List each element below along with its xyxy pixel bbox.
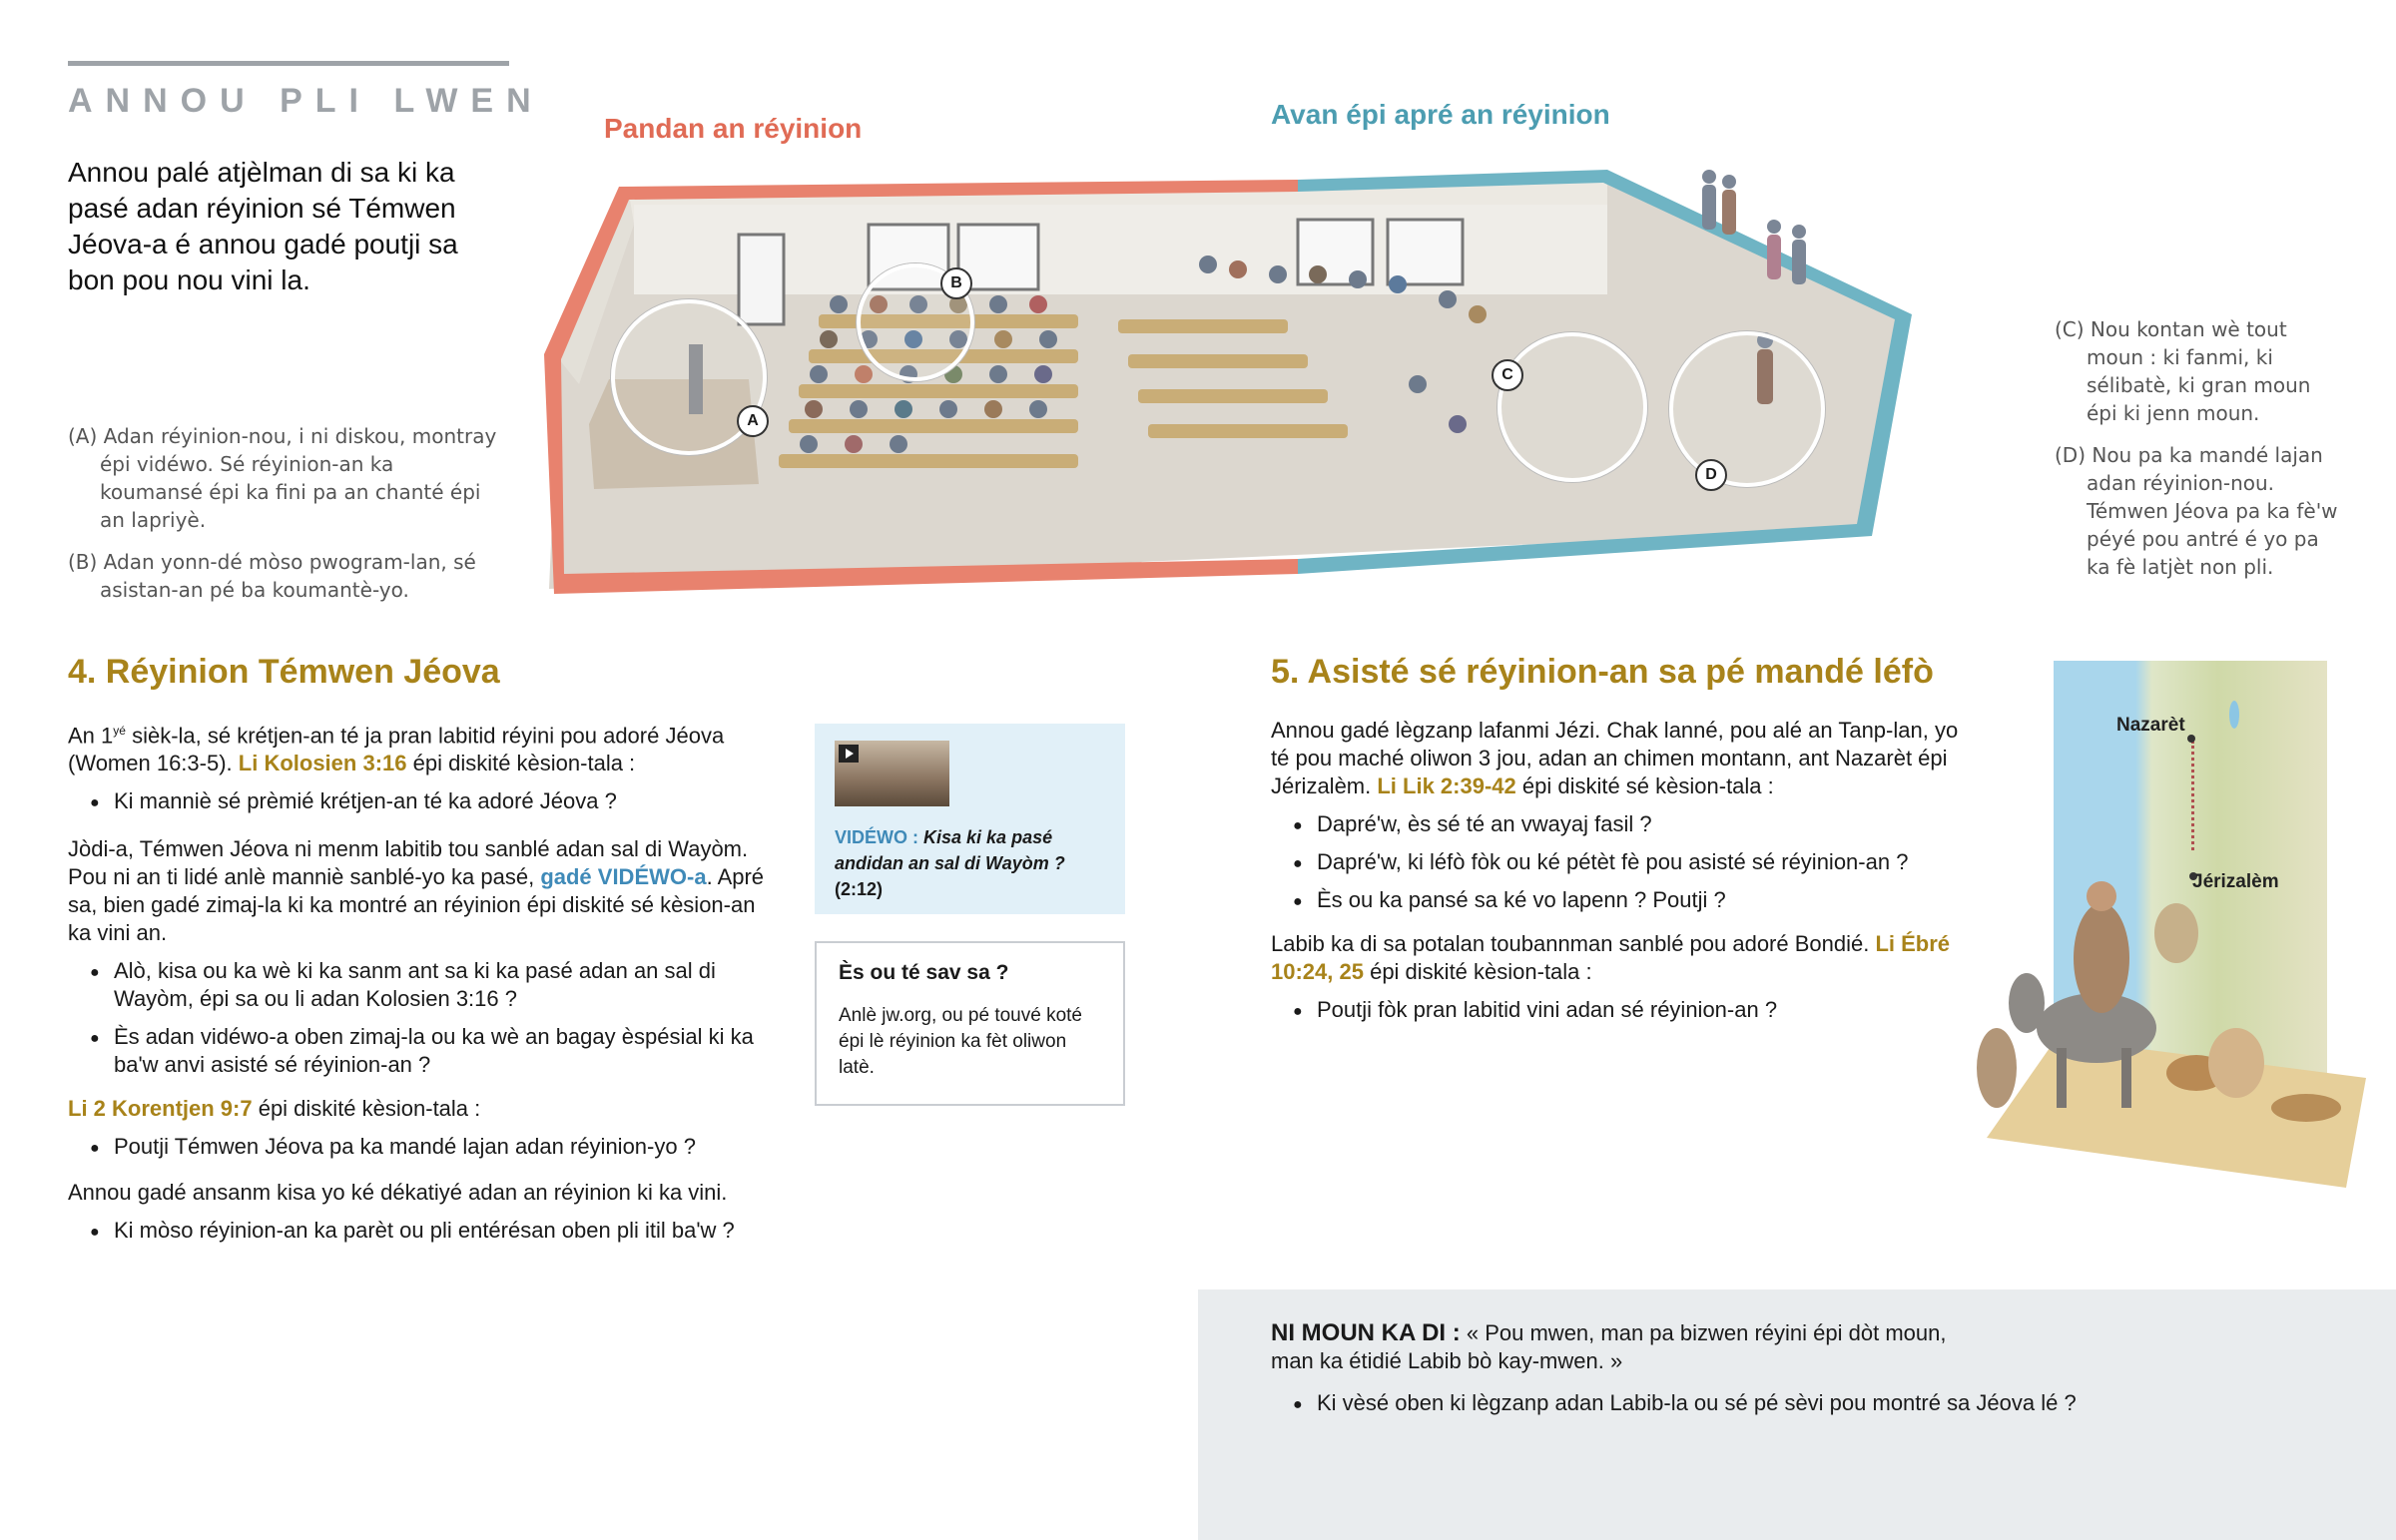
caption-b: (B) Adan yonn-dé mòso pwogram-lan, sé asistan-an pé ba koumantè-yo. (68, 550, 476, 602)
play-icon[interactable] (839, 745, 859, 763)
question-item: ● Ki manniè sé prèmié krétjen-an té ka adoré Jéova ? (68, 787, 779, 815)
section-4-paragraph-3: Li 2 Korentjen 9:7 épi diskité kèsion-tala : (68, 1096, 481, 1122)
question-item: ● Dapré'w, ès sé té an vwayaj fasil ? (1271, 810, 1980, 838)
question-list (68, 1217, 779, 1245)
sitting-person (2208, 1028, 2264, 1098)
question-item: ● Ki vèsé oben ki lègzanp adan Labib-la ou sé pé sèvi pou montré sa Jéova lé ? (1271, 1389, 2269, 1417)
sea-of-galilee (2229, 701, 2239, 729)
header-rule (68, 61, 509, 66)
captions-right (2055, 315, 2344, 581)
question-list (68, 787, 779, 815)
marker-a: A (737, 405, 769, 437)
section-4-body (68, 717, 779, 1255)
marker-c: C (1492, 359, 1523, 391)
marker-d: D (1695, 459, 1727, 491)
question-item: ● Poutji fòk pran labitid vini adan sé réyinion-an ? (1271, 996, 1980, 1024)
donkey-leg (2057, 1048, 2067, 1108)
scripture-ref-hebrews[interactable]: Li Ébré 10:24, 25 (1271, 931, 1951, 984)
section-4-paragraph-1: An $1^{yé}$ sièk-la, sé krétjen-an té ja pran labitid réyini pou adoré Jéova (Women 16:3-5). Li Kolosien 3:16 épi diskité kèsion-tala : (68, 723, 725, 776)
door (739, 235, 784, 324)
question-list (1271, 1389, 2269, 1427)
section-5-body (1271, 717, 1980, 1034)
video-link[interactable]: gadé VIDÉWO-a (540, 864, 707, 890)
caption-a: (A) Adan réyinion-nou, i ni diskou, montray épi vidéwo. Sé réyinion-an ka koumansé épi ka fini pa an chanté épi an lapriyè. (68, 424, 497, 532)
question-list (1271, 996, 1980, 1024)
question-list (68, 1133, 779, 1161)
label-before-after-meeting: Avan épi apré an réyinion (1271, 99, 1610, 130)
child (1977, 1028, 2017, 1108)
question-item: ● Ki mòso réyinion-an ka parèt ou pli entérésan oben pli itil ba'w ? (68, 1217, 779, 1245)
question-list (68, 957, 779, 1079)
city-dot-nazareth (2187, 735, 2195, 743)
section-5-paragraph-2: Labib ka di sa potalan toubannman sanblé pou adoré Bondié. Li Ébré 10:24, 25 épi diskité kèsion-tala : (1271, 931, 1951, 984)
rider-head (2087, 881, 2116, 911)
window (1388, 220, 1463, 284)
captions-left (68, 422, 497, 604)
question-item: ● Ès adan vidéwo-a oben zimaj-la ou ka wè an bagay èspésial ki ka ba'w anvi asisté sé réyinion-an ? (68, 1023, 779, 1079)
video-caption: VIDÉWO : Kisa ki ka pasé andidan an sal di Wayòm ? (2:12) (835, 827, 1065, 899)
bedroll (2271, 1094, 2341, 1122)
zoom-circle-entrance (1669, 331, 1825, 487)
donkey-head (2009, 973, 2045, 1033)
caption-c: (C) Nou kontan wè tout moun : ki fanmi, ki sélibatè, ki gran moun épi ki jenn moun. (2055, 317, 2311, 425)
route-line (2191, 741, 2197, 850)
map-label-nazareth: Nazarèt (2116, 715, 2185, 736)
map-label-jerusalem: Jérizalèm (2192, 871, 2279, 892)
section-5-title: 5. Asisté sé réyinion-an sa pé mandé léfò (1271, 653, 1934, 691)
section-kicker: ANNOU PLI LWEN (68, 82, 544, 120)
section-4-paragraph-2: Jòdi-a, Témwen Jéova ni menm labitib tou sanblé adan sal di Wayòm. Pou ni an ti lidé anlè manniè sanblé-yo ka pasé, gadé VIDÉWO-a. Apré sa, bien gadé zimaj-la ki ka montré an réyinion épi diskité sé kèsion-an ka vini an. (68, 836, 765, 946)
scripture-ref-luke[interactable]: Li Lik 2:39-42 (1377, 773, 1516, 798)
intro-text: Annou palé atjèlman di sa ki ka pasé adan réyinion sé Témwen Jéova-a é annou gadé poutji sa bon pou nou vini la. (68, 157, 458, 295)
quote-text: NI MOUN KA DI : « Pou mwen, man pa bizwen réyini épi dòt moun, man ka étidié Labib bò kay-mwen. » (1271, 1319, 1947, 1373)
travellers-illustration (1917, 838, 2376, 1238)
bag (2154, 903, 2198, 963)
question-list (1271, 810, 1980, 914)
video-thumbnail[interactable] (835, 741, 949, 806)
zoom-circle-greeting (1498, 332, 1647, 482)
question-item: ● Alò, kisa ou ka wè ki ka sanm ant sa ki ka pasé adan an sal di Wayòm, épi sa ou li adan Kolosien 3:16 ? (68, 957, 779, 1013)
section-5-paragraph-1: Annou gadé lègzanp lafanmi Jézi. Chak lanné, pou alé an Tanp-lan, yo té pou maché oliwon 3 jou, adan an chimen montann, ant Nazarèt épi Jérizalèm. Li Lik 2:39-42 épi diskité sé kèsion-tala : (1271, 718, 1959, 798)
video-box[interactable] (815, 724, 1125, 914)
section-4-title: 4. Réyinion Témwen Jéova (68, 653, 500, 691)
quote-box (1198, 1289, 2396, 1540)
scripture-ref-colossians[interactable]: Li Kolosien 3:16 (238, 751, 407, 776)
question-item: ● Dapré'w, ki léfò fòk ou ké pétèt fè pou asisté sé réyinion-an ? (1271, 848, 1980, 876)
section-4-paragraph-4: Annou gadé ansanm kisa yo ké dékatiyé adan an réyinion ki ka vini. (68, 1180, 728, 1206)
rider (2074, 903, 2129, 1013)
info-box (815, 941, 1125, 1106)
scripture-ref-corinthians[interactable]: Li 2 Korentjen 9:7 (68, 1096, 253, 1122)
question-item: ● Poutji Témwen Jéova pa ka mandé lajan adan réyinion-yo ? (68, 1133, 779, 1161)
label-during-meeting: Pandan an réyinion (604, 113, 863, 144)
question-item: ● Ès ou ka pansé sa ké vo lapenn ? Poutji ? (1271, 886, 1980, 914)
info-box-text: Anlè jw.org, ou pé touvé koté épi lè réyinion ka fèt oliwon latè. (839, 1005, 1082, 1078)
caption-d: (D) Nou pa ka mandé lajan adan réyinion-nou. Témwen Jéova pa ka fè'w péyé pou antré é yo pa ka fè latjèt non pli. (2055, 443, 2338, 579)
info-box-title: Ès ou té sav sa ? (839, 961, 1009, 984)
donkey-leg (2121, 1048, 2131, 1108)
marker-b: B (940, 267, 972, 299)
